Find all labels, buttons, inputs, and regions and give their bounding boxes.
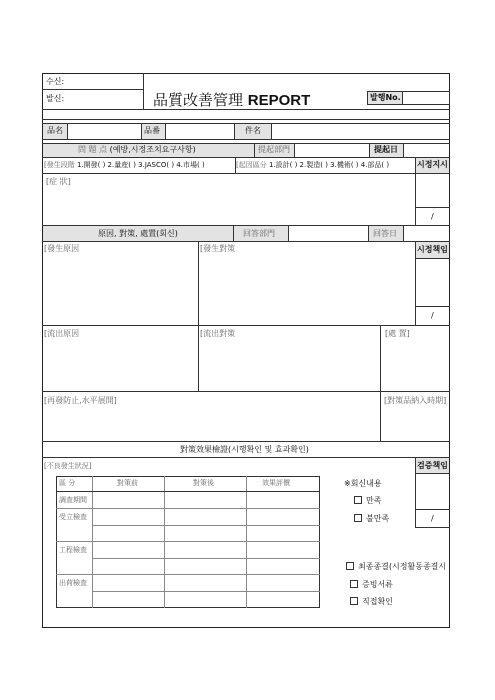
problem-label	[78, 145, 196, 155]
divider	[415, 527, 450, 528]
problem-note: (예방,시정조치요구사항)	[109, 145, 196, 154]
disposal-field[interactable]	[381, 340, 449, 390]
reply-content-label: ※회신내용	[344, 479, 382, 488]
cause-dept-text	[236, 161, 389, 170]
divider	[369, 143, 370, 157]
symptom-slash: /	[431, 212, 434, 221]
item-name-field[interactable]	[272, 124, 449, 139]
divider	[42, 157, 450, 158]
symptom-label: [症 狀]	[46, 177, 71, 186]
raising-date-field[interactable]	[404, 144, 449, 157]
option-direct-check[interactable]	[350, 597, 393, 607]
prevention-field[interactable]	[43, 408, 379, 440]
divider	[42, 457, 450, 458]
problem-label-text: 問 題 点	[78, 145, 108, 154]
divider	[42, 391, 450, 392]
final-close-checkbox[interactable]	[346, 562, 354, 570]
divider	[56, 491, 320, 492]
divider	[233, 225, 234, 241]
stage-label: [發生段階	[44, 161, 75, 169]
raising-dept-label: 提起部門	[258, 145, 290, 154]
occurrence-measure-label: [發生對策	[200, 244, 236, 253]
divider	[42, 325, 450, 326]
reply-dept-field[interactable]	[289, 226, 368, 241]
product-name-field[interactable]	[68, 124, 141, 139]
table-row-label: 調査期間	[59, 496, 87, 504]
issue-no-field[interactable]	[403, 91, 450, 105]
divider	[246, 476, 247, 608]
satisfied-label: 만족	[366, 496, 382, 505]
table-row-label: 工程檢査	[59, 546, 87, 554]
recipient-label: 수신:	[46, 77, 65, 86]
final-close-label: 최종종결(시정활동종결시	[358, 562, 447, 571]
corrective-instr-label: 시정지시	[417, 160, 448, 169]
divider	[415, 306, 450, 307]
option-unsatisfied[interactable]	[354, 514, 389, 524]
issue-no-label: 발행No.	[370, 93, 401, 102]
divider	[56, 574, 320, 575]
raising-dept-field[interactable]	[295, 144, 369, 157]
disposal-label: [處 置]	[385, 329, 410, 338]
verification-title: 對策效果檢證(시행확인 및 효과확인)	[180, 445, 309, 454]
divider	[92, 476, 93, 608]
product-no-field[interactable]	[166, 124, 234, 139]
responsible-label: 시정책임	[417, 245, 448, 254]
stage-text	[44, 161, 205, 170]
symptom-field[interactable]	[43, 189, 414, 224]
divider	[368, 225, 369, 241]
prevention-label: [再發防止,水平展開]	[44, 396, 117, 405]
raising-date-label: 提起日	[374, 145, 398, 154]
divider	[254, 143, 255, 157]
unsatisfied-checkbox[interactable]	[354, 514, 362, 522]
title-cjk: 品質改善管理	[153, 91, 244, 109]
table-row-label: 受立檢査	[59, 513, 87, 521]
product-no-label: 品番	[144, 126, 160, 135]
occurrence-slash: /	[431, 311, 434, 320]
outflow-cause-field[interactable]	[43, 340, 197, 390]
direct-check-checkbox[interactable]	[350, 597, 358, 605]
reply-dept-label: 回答部門	[243, 229, 275, 238]
divider	[415, 509, 450, 510]
sender-label: 발신:	[46, 94, 65, 103]
table-row-label: 出荷檢査	[59, 579, 87, 587]
occurrence-cause-field[interactable]	[43, 256, 197, 324]
cause-options: 1.設計( ) 2.製造( ) 3.機術( ) 4.部品( )	[268, 161, 390, 169]
table-header-before: 對策前	[117, 479, 138, 487]
delivery-time-label: [對策品納入時期]	[384, 396, 447, 405]
stage-options: 1.開發( ) 2.量産( ) 3.JASCO( ) 4.市場( )	[76, 161, 205, 169]
divider	[56, 541, 320, 542]
divider	[92, 558, 320, 559]
item-name-label: 件名	[245, 126, 261, 135]
option-satisfied[interactable]	[354, 496, 381, 506]
reply-date-label: 回答日	[373, 229, 397, 238]
title-en: REPORT	[247, 92, 311, 109]
divider	[415, 207, 450, 208]
direct-check-label: 직접확인	[362, 597, 393, 606]
option-final-close[interactable]	[346, 562, 449, 572]
divider	[415, 173, 450, 174]
outflow-cause-label: [流出原因	[44, 329, 80, 338]
divider	[92, 525, 320, 526]
divider	[42, 241, 450, 242]
table-header-after: 對策後	[193, 479, 214, 487]
divider	[143, 73, 144, 109]
satisfied-checkbox[interactable]	[354, 496, 362, 504]
defect-status-label: [不良發生狀況]	[44, 462, 92, 470]
cause-header-label: 原因, 對策, 處置(회신)	[98, 229, 178, 238]
evidence-doc-checkbox[interactable]	[350, 580, 358, 588]
cause-dept-label: [起因區分	[236, 161, 267, 169]
unsatisfied-label: 불만족	[366, 514, 390, 523]
occurrence-measure-field[interactable]	[199, 256, 414, 324]
product-name-label: 品名	[47, 126, 63, 135]
divider	[164, 476, 165, 608]
reply-date-field[interactable]	[404, 226, 449, 241]
evidence-doc-label: 증빙서류	[362, 580, 393, 589]
divider	[415, 258, 450, 259]
option-evidence-doc[interactable]	[350, 580, 393, 590]
divider	[92, 591, 320, 592]
divider	[42, 441, 450, 442]
divider	[234, 123, 235, 139]
page-title	[153, 89, 310, 110]
divider	[42, 173, 415, 174]
divider	[415, 473, 450, 474]
occurrence-cause-label: [發生原因	[44, 244, 80, 253]
table-header-evaluation: 效果評價	[262, 479, 290, 487]
verify-responsible-label: 검증책임	[417, 461, 448, 470]
outflow-measure-field[interactable]	[199, 340, 379, 390]
divider	[42, 119, 450, 120]
table-header-division: 區 分	[59, 479, 76, 487]
effect-table	[56, 476, 320, 608]
divider	[56, 508, 320, 509]
outflow-measure-label: [流出對策	[200, 329, 236, 338]
verify-slash: /	[431, 514, 434, 523]
divider	[141, 123, 142, 139]
divider	[42, 139, 450, 140]
divider	[42, 89, 143, 90]
